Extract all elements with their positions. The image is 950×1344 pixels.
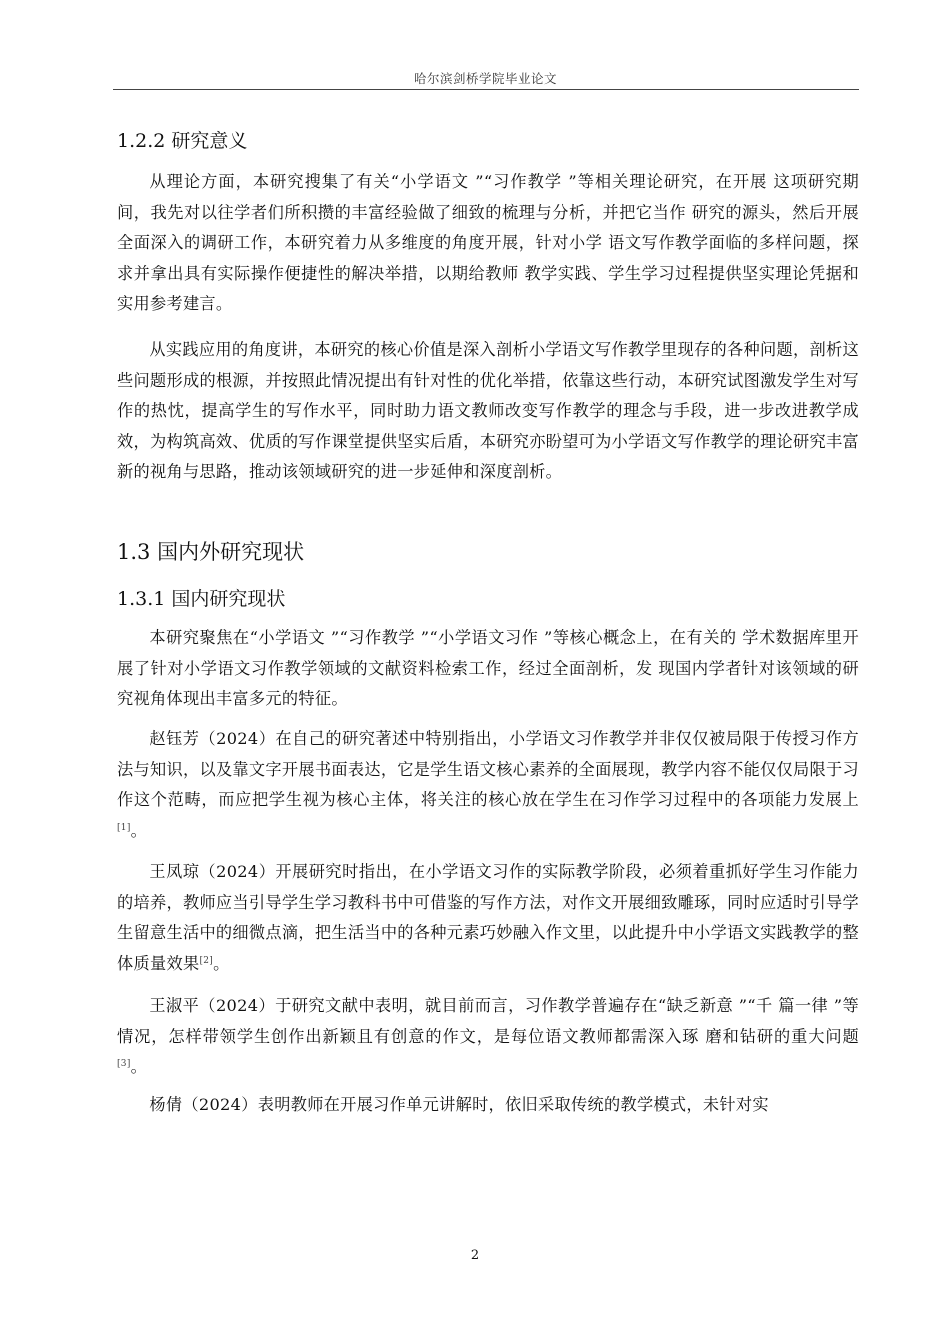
paragraph-wang-shuping — [117, 991, 859, 1083]
section-heading-1-3-1: 1.3.1 国内研究现状 — [117, 588, 286, 610]
paragraph-domestic-intro: 本研究聚焦在“小学语文 ”“习作教学 ”“小学语文习作 ”等核心概念上，在有关的 学术数据库里开展了针对小学语文习作教学领域的文献资料检索工作，经过全面剖析，发 现国内学者针对该领域的研究视角体现出丰富多元的特征。 — [117, 628, 859, 709]
page-number: 2 — [470, 1248, 480, 1263]
paragraph-wang-shuping-end: 。 — [130, 1057, 148, 1077]
citation-3: [3] — [117, 1059, 131, 1070]
paragraph-wang-fengqiong — [117, 857, 859, 979]
paragraph-zhao — [117, 724, 859, 846]
paragraph-zhao-text: 赵钰芳（2024）在自己的研究著述中特别指出，小学语文习作教学并非仅仅被局限于传授习作方法与知识，以及靠文字开展书面表达，它是学生语文核心素养的全面展现，教学内容不能仅仅局限于习作这个范畴，而应把学生视为核心主体，将关注的核心放在学生在习作学习过程中的各项能力发展上 — [117, 729, 859, 810]
section-heading-1-3: 1.3 国内外研究现状 — [117, 540, 305, 564]
paragraph-wang-fengqiong-end: 。 — [213, 953, 230, 973]
section-heading-1-2-2: 1.2.2 研究意义 — [117, 130, 248, 152]
citation-2: [2] — [199, 955, 214, 966]
citation-1: [1] — [117, 822, 131, 833]
paragraph-wang-fengqiong-text: 王凤琼（2024）开展研究时指出，在小学语文习作的实际教学阶段，必须着重抓好学生习作能力的培养，教师应当引导学生学习教科书中可借鉴的写作方法，对作文开展细致雕琢，同时应适时引导学生留意生活中的细微点滴，把生活当中的各种元素巧妙融入作文里，以此提升中小学语文实践教学的整体质量效果 — [117, 862, 859, 973]
paragraph-wang-shuping-text: 王淑平（2024）于研究文献中表明，就目前而言，习作教学普遍存在“缺乏新意 ”“千 篇一律 ”等情况，怎样带领学生创作出新颖且有创意的作文，是每位语文教师都需深入琢 磨和钻研的重大问题 — [117, 996, 859, 1046]
running-header: 哈尔滨剑桥学院毕业论文 — [413, 71, 557, 86]
paragraph-yang: 杨倩（2024）表明教师在开展习作单元讲解时，依旧采取传统的教学模式，未针对实 — [149, 1095, 769, 1114]
paragraph-practice: 从实践应用的角度讲，本研究的核心价值是深入剖析小学语文写作教学里现存的各种问题，剖析这些问题形成的根源，并按照此情况提出有针对性的优化举措，依靠这些行动，本研究试图激发学生对写作的热忱，提高学生的写作水平，同时助力语文教师改变写作教学的理念与手段，进一步改进教学成效，为构筑高效、优质的写作课堂提供坚实后盾，本研究亦盼望可为小学语文写作教学的理论研究丰富新的视角与思路，推动该领域研究的进一步延伸和深度剖析。 — [117, 340, 859, 482]
paragraph-zhao-end: 。 — [130, 820, 148, 840]
header-divider — [113, 89, 859, 90]
paragraph-theory: 从理论方面，本研究搜集了有关“小学语文 ”“习作教学 ”等相关理论研究，在开展 这项研究期间，我先对以往学者们所积攒的丰富经验做了细致的梳理与分析，并把它当作 研究的源头，然后开展全面深入的调研工作，本研究着力从多维度的角度开展，针对小学 语文写作教学面临的多样问题，探求并拿出具有实际操作便捷性的解决举措，以期给教师 教学实践、学生学习过程提供坚实理论凭据和实用参考建言。 — [117, 172, 859, 314]
